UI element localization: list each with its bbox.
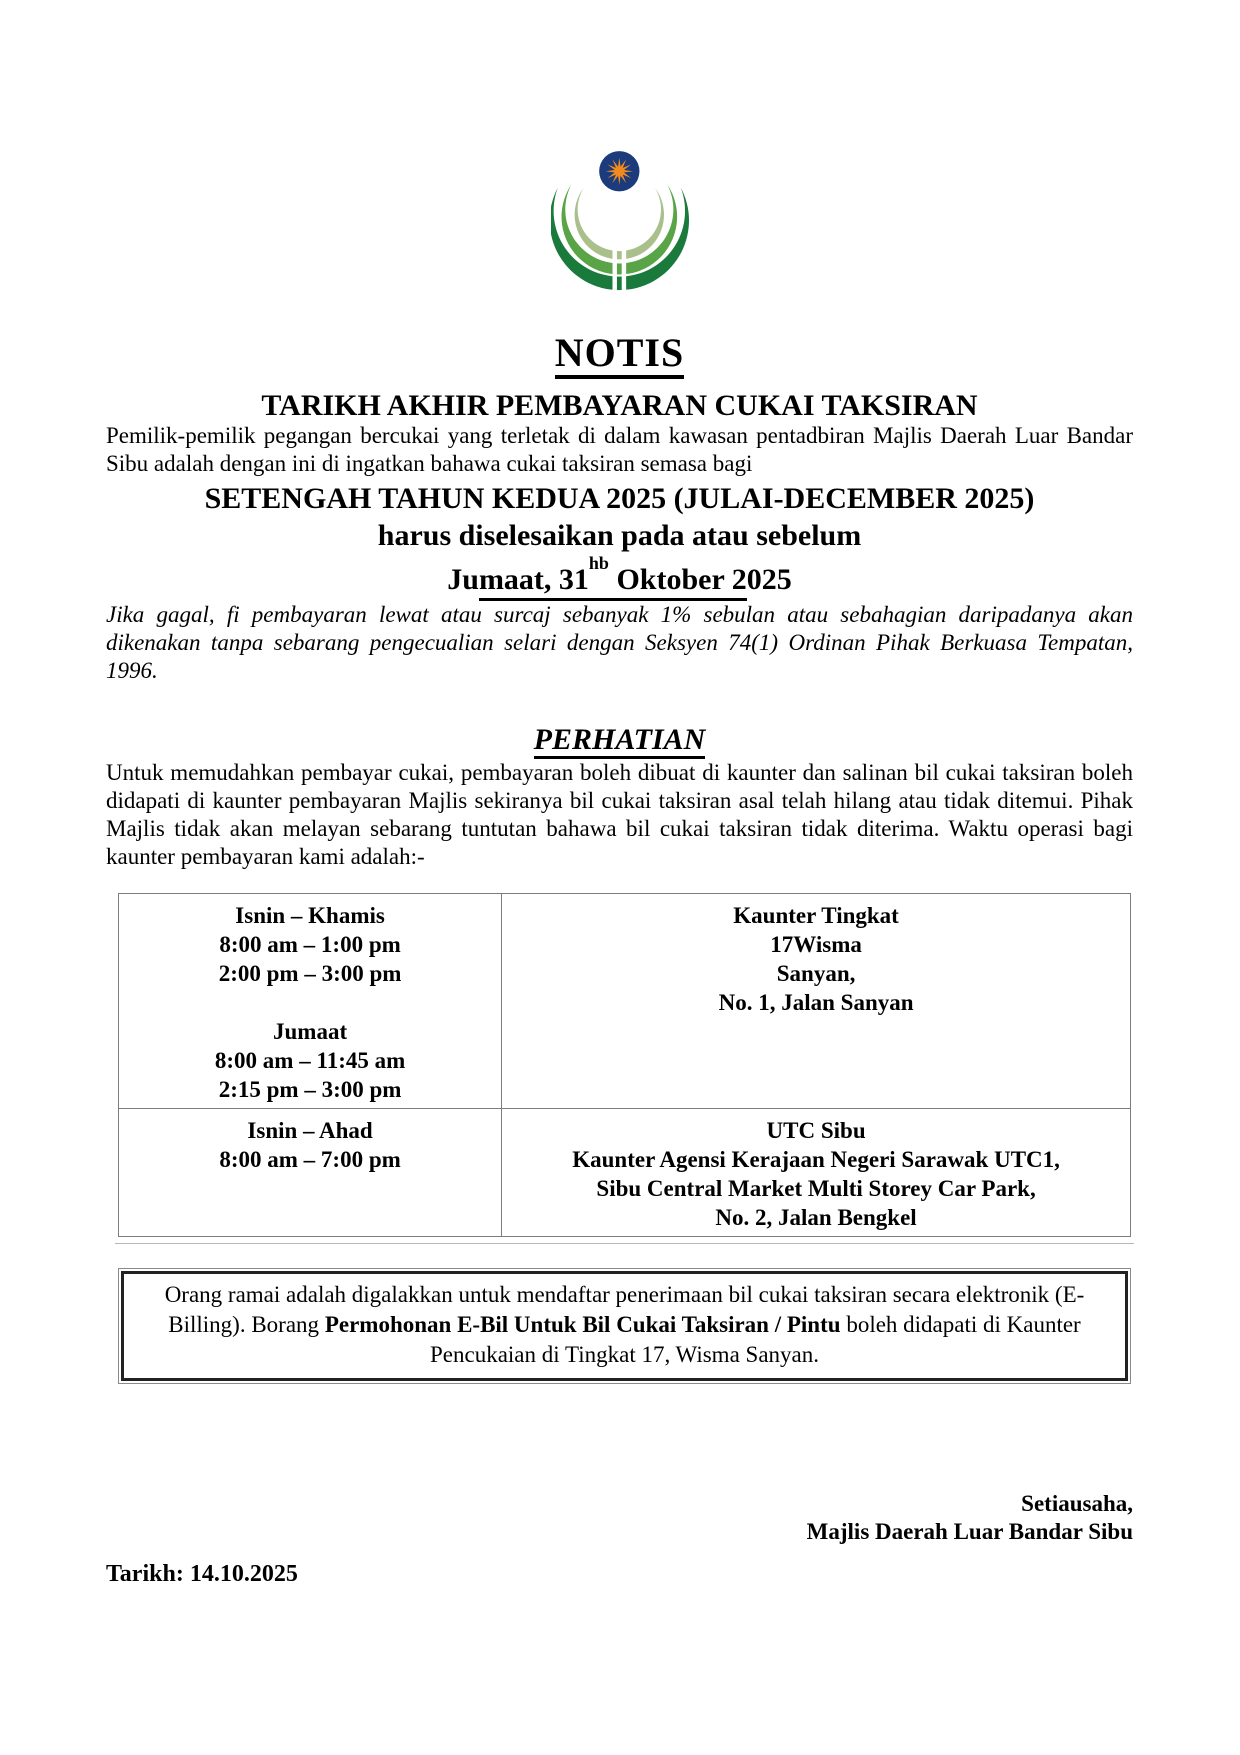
attention-heading-text: PERHATIAN [534,723,706,759]
ebilling-box [118,1268,1131,1384]
table-cell-location-row2 [501,1108,1130,1236]
signatory-role: Setiausaha, [1021,1491,1133,1516]
intro-paragraph: Pemilik-pemilik pegangan bercukai yang terletak di dalam kawasan pentadbiran Majlis Daerah Luar Bandar Sibu adalah dengan ini di ingatkan bahawa cukai taksiran semasa bagi [106,423,1133,476]
location-line: Kaunter Agensi Kerajaan Negeri Sarawak UTC1, [572,1147,1060,1172]
notice-title-text: NOTIS [555,332,685,379]
notice-subtitle: TARIKH AKHIR PEMBAYARAN CUKAI TAKSIRAN [261,389,978,422]
deadline-superscript: hb [588,553,609,573]
logo-container [106,150,1133,296]
hours-line: 8:00 am – 7:00 pm [219,1147,401,1172]
location-line: 17Wisma [770,932,862,957]
deadline-mid2: Oktober 2 [608,563,747,596]
table-cell-hours-row1 [119,894,501,1108]
council-logo [551,150,689,295]
ebilling-text [121,1271,1128,1381]
notice-title [106,332,1133,379]
hours-line: 2:00 pm – 3:00 pm [218,961,402,986]
hours-line: 8:00 am – 1:00 pm [219,932,401,957]
hours-line: Jumaat [273,1019,348,1044]
hours-line: 8:00 am – 11:45 am [214,1048,406,1073]
penalty-paragraph: Jika gagal, fi pembayaran lewat atau surcaj sebanyak 1% sebulan atau sebahagian daripadanya akan dikenakan tanpa sebarang pengecualian selari dengan Seksyen 74(1) Ordinan Pihak Berkuasa Tempatan, 1996. [106,602,1133,683]
location-line: UTC Sibu [766,1118,866,1143]
deadline-suffix: 025 [746,563,792,596]
deadline-mid: maat, 31 [478,563,589,596]
hours-line: 2:15 pm – 3:00 pm [218,1077,402,1102]
hours-line: Isnin – Khamis [235,903,385,928]
logo-stem-slot-left [612,235,616,295]
signatory-org: Majlis Daerah Luar Bandar Sibu [806,1519,1133,1544]
deadline-prefix: Ju [447,563,479,596]
table-cell-location-row1 [501,894,1130,1108]
location-line: Sibu Central Market Multi Storey Car Park, [596,1176,1036,1201]
logo-stem-slot-right [621,235,625,295]
notice-date: Tarikh: 14.10.2025 [106,1561,298,1587]
hours-line: Isnin – Ahad [247,1118,373,1143]
location-line: No. 1, Jalan Sanyan [718,990,914,1015]
table-cell-hours-row2 [119,1108,501,1236]
operating-hours-table [118,893,1131,1237]
table-bottom-rule [115,1239,1134,1244]
attention-paragraph: Untuk memudahkan pembayar cukai, pembayaran boleh dibuat di kaunter dan salinan bil cukai taksiran boleh didapati di kaunter pembayaran Majlis sekiranya bil cukai taksiran asal telah hilang atau tidak ditemui. Pihak Majlis tidak akan melayan sebarang tuntutan bahawa bil cukai taksiran tidak diterima. Waktu operasi bagi kaunter pembayaran kami adalah:- [106,760,1133,869]
ebilling-bold-phrase: Permohonan E-Bil Untuk Bil Cukai Taksiran / Pintu [324,1312,841,1337]
logo-inner-crescent [574,188,663,260]
ebilling-part1: Orang ramai adalah digalakkan untuk mendaftar penerimaan bil cukai taksiran secara elektronik (E-Billing). Borang [164,1282,1085,1337]
location-line: Sanyan, [776,961,856,986]
period-line: SETENGAH TAHUN KEDUA 2025 (JULAI-DECEMBER 2025) [204,482,1035,515]
location-line: Kaunter Tingkat [733,903,899,928]
signatory [106,1490,1133,1546]
deadline-underlined [479,554,747,601]
ebilling-part2: boleh didapati di Kaunter Pencukaian di Tingkat 17, Wisma Sanyan. [430,1312,1081,1367]
due-line: harus diselesaikan pada atau sebelum [377,519,862,552]
signature-block [106,1490,1133,1588]
hours-line-blank [129,988,491,1017]
location-line: No. 2, Jalan Bengkel [715,1205,917,1230]
attention-heading [106,723,1133,759]
deadline-line [106,554,1133,601]
